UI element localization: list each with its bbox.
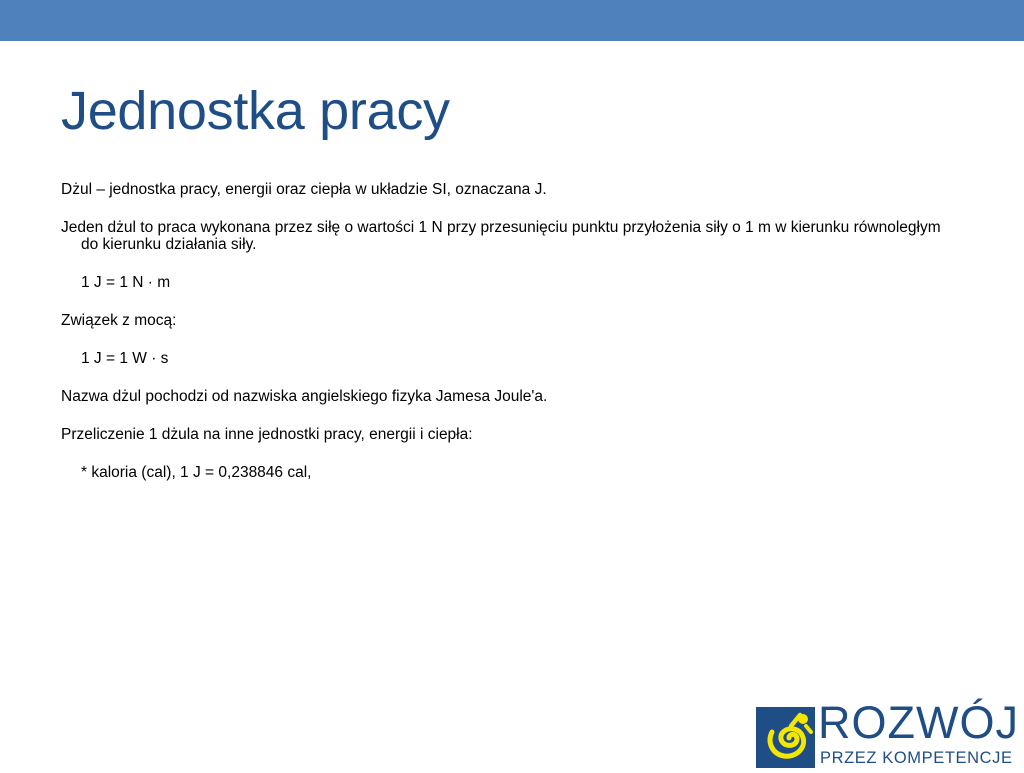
slide-body [61, 181, 961, 502]
slide-title: Jednostka pracy [61, 81, 450, 141]
formula-watt-second: 1 J = 1 W · s [81, 350, 169, 367]
top-accent-bar [0, 0, 1024, 41]
paragraph-name-origin: Nazwa dżul pochodzi od nazwiska angielskiego fizyka Jamesa Joule'a. [61, 388, 548, 405]
paragraph-definition: Dżul – jednostka pracy, energii oraz ciepła w układzie SI, oznaczana J. [61, 181, 547, 198]
logo-wordmark: ROZWÓJ [818, 697, 1019, 748]
rozwoj-logo [756, 697, 1024, 768]
paragraph-joule-description: Jeden dżul to praca wykonana przez siłę o wartości 1 N przy przesunięciu punktu przyłożenia siły o 1 m w kierunku równoległym do kierunku działania siły. [61, 219, 941, 253]
paragraph-power-relation: Związek z mocą: [61, 312, 177, 329]
formula-newton-meter: 1 J = 1 N · m [81, 274, 171, 291]
logo-tagline: PRZEZ KOMPETENCJE [820, 749, 1013, 767]
paragraph-conversion: Przeliczenie 1 dżula na inne jednostki pracy, energii i ciepła: [61, 426, 473, 443]
spiral-figure-icon [756, 707, 815, 768]
conversion-calorie: * kaloria (cal), 1 J = 0,238846 cal, [81, 464, 312, 481]
